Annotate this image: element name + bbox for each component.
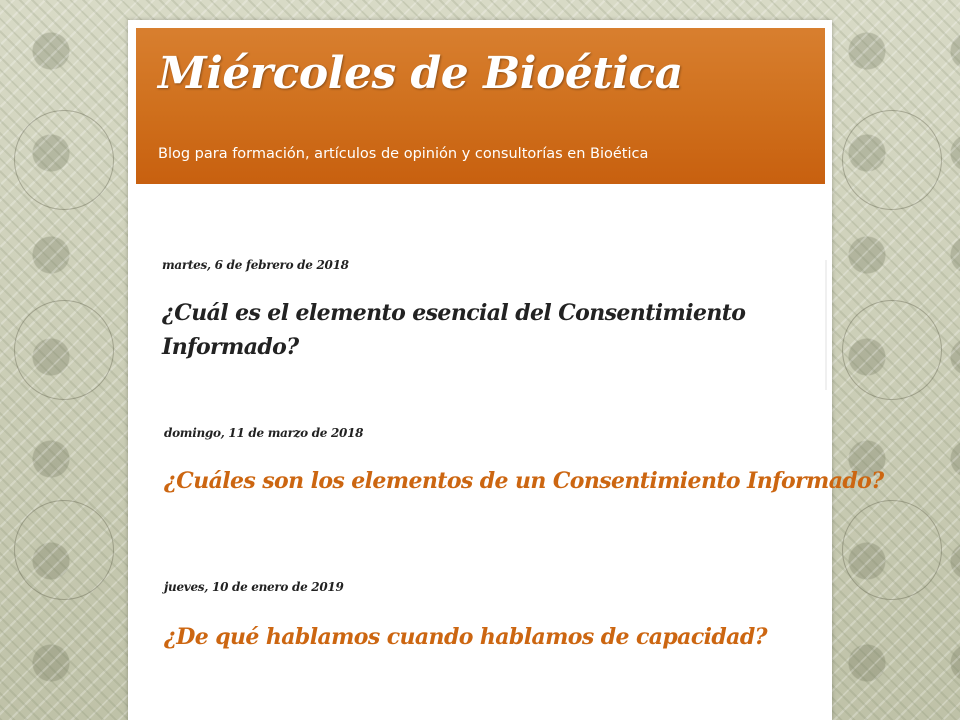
post-title[interactable] [164,620,767,654]
post-title[interactable] [164,464,884,498]
background-pattern-motif [14,110,114,210]
background-pattern-motif [14,500,114,600]
blog-header [136,28,825,184]
post-date: domingo, 11 de marzo de 2018 [164,426,364,440]
post-date: martes, 6 de febrero de 2018 [162,258,349,272]
post-title-link-line2[interactable]: Informado? [162,334,299,360]
background-pattern-motif [842,300,942,400]
background-pattern-motif [842,500,942,600]
background-pattern-motif [842,110,942,210]
post-title-link[interactable]: ¿Cuáles son los elementos de un Consentimiento Informado? [164,468,884,494]
post-date: jueves, 10 de enero de 2019 [164,580,344,594]
background-pattern-motif [14,300,114,400]
blog-main-column [128,20,884,720]
post-title[interactable] [162,296,745,364]
post-title-link[interactable]: ¿De qué hablamos cuando hablamos de capacidad? [164,624,767,650]
sidebar-edge [825,260,827,390]
blog-title[interactable]: Miércoles de Bioética [158,48,683,99]
post-title-link-line1[interactable]: ¿Cuál es el elemento esencial del Consentimiento [162,300,746,326]
blog-description: Blog para formación, artículos de opinión y consultorías en Bioética [158,146,649,162]
